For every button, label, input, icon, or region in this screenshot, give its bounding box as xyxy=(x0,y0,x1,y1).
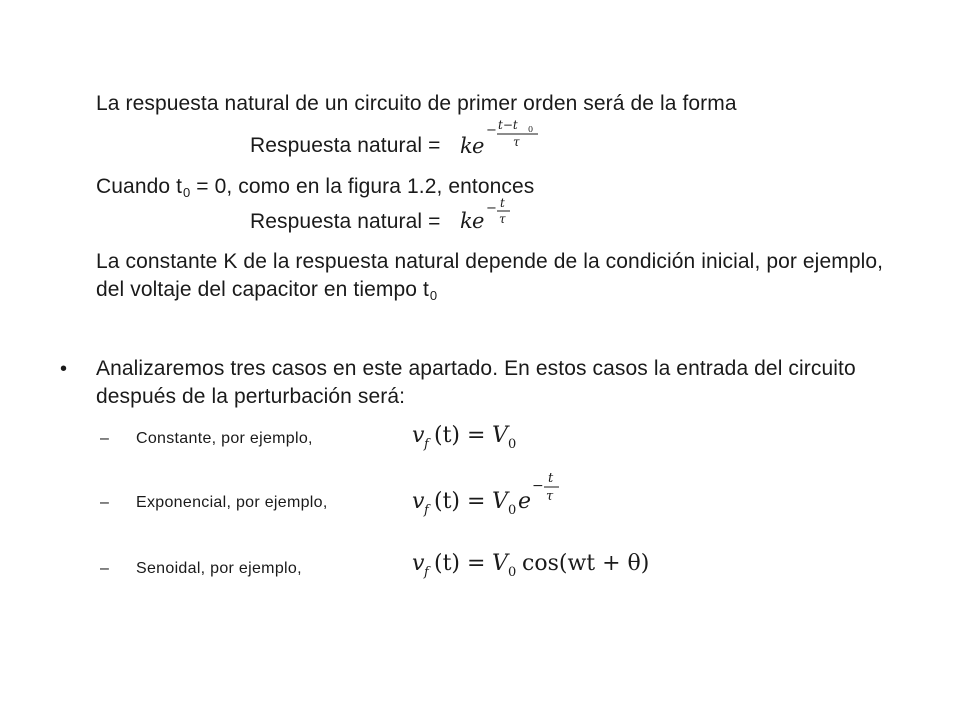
formula-natural-response xyxy=(458,194,538,236)
svg-text:v: v xyxy=(412,551,425,576)
paragraph-constant-k xyxy=(96,248,906,310)
svg-text:τ: τ xyxy=(546,489,554,504)
svg-text:0: 0 xyxy=(508,565,517,580)
sub-bullet-dash: – xyxy=(100,494,109,511)
formula-constant-input xyxy=(410,418,530,454)
svg-text:e: e xyxy=(472,209,485,233)
svg-text:τ: τ xyxy=(499,212,506,226)
natural-response-label-2: Respuesta natural = xyxy=(250,210,441,233)
formula-sinusoidal-input xyxy=(410,546,660,582)
svg-text:V: V xyxy=(492,489,508,514)
sub-bullet-dash: – xyxy=(100,430,109,447)
sub-bullet-dash: – xyxy=(100,560,109,577)
sub-bullet-sinusoidal-label: Senoidal, por ejemplo, xyxy=(136,560,302,577)
svg-text:k: k xyxy=(460,209,473,233)
svg-text:t: t xyxy=(500,196,505,210)
svg-text:−: − xyxy=(532,478,544,494)
sub-bullet-exponential-label: Exponencial, por ejemplo, xyxy=(136,494,328,511)
natural-response-label-1: Respuesta natural = xyxy=(250,134,441,157)
svg-text:V: V xyxy=(492,423,508,448)
svg-text:0: 0 xyxy=(508,503,517,518)
svg-text:(t) =: (t) = xyxy=(434,489,486,514)
svg-text:−: − xyxy=(486,123,497,138)
svg-text:e: e xyxy=(518,489,532,514)
svg-text:−: − xyxy=(486,201,497,216)
svg-text:f: f xyxy=(424,565,429,580)
svg-text:0: 0 xyxy=(508,437,517,452)
svg-text:v: v xyxy=(412,423,425,448)
bullet-marker: • xyxy=(60,358,68,380)
sub-bullet-constant-label: Constante, por ejemplo, xyxy=(136,430,313,447)
text-segment: Cuando t xyxy=(96,175,183,198)
subscript: 0 xyxy=(183,185,191,200)
svg-text:t: t xyxy=(548,471,554,486)
svg-text:(t) =: (t) = xyxy=(434,423,486,448)
svg-text:k: k xyxy=(460,134,473,158)
paragraph-natural-response-form: La respuesta natural de un circuito de primer orden será de la forma xyxy=(96,92,737,115)
svg-text:τ: τ xyxy=(513,135,520,149)
formula-natural-response-with-t0 xyxy=(458,116,558,160)
formula-exponential-input xyxy=(410,468,570,520)
svg-text:v: v xyxy=(412,489,425,514)
text-segment: = 0, como en la figura 1.2, entonces xyxy=(190,175,535,198)
svg-text:V: V xyxy=(492,551,508,576)
svg-text:cos(wt + θ): cos(wt + θ) xyxy=(522,551,650,576)
svg-text:e: e xyxy=(472,134,485,158)
svg-text:(t) =: (t) = xyxy=(434,551,486,576)
svg-text:t−t: t−t xyxy=(498,118,518,132)
bullet-main-text: Analizaremos tres casos en este apartado. En estos casos la entrada del circuito después de la perturbación será: xyxy=(96,357,856,408)
svg-text:f: f xyxy=(424,503,429,518)
text-segment: La constante K de la respuesta natural depende de la condición inicial, por ejemplo, del voltaje del capacitor en tiempo t xyxy=(96,250,884,301)
subscript: 0 xyxy=(429,288,438,303)
svg-text:f: f xyxy=(424,437,429,452)
svg-text:0: 0 xyxy=(528,125,534,134)
